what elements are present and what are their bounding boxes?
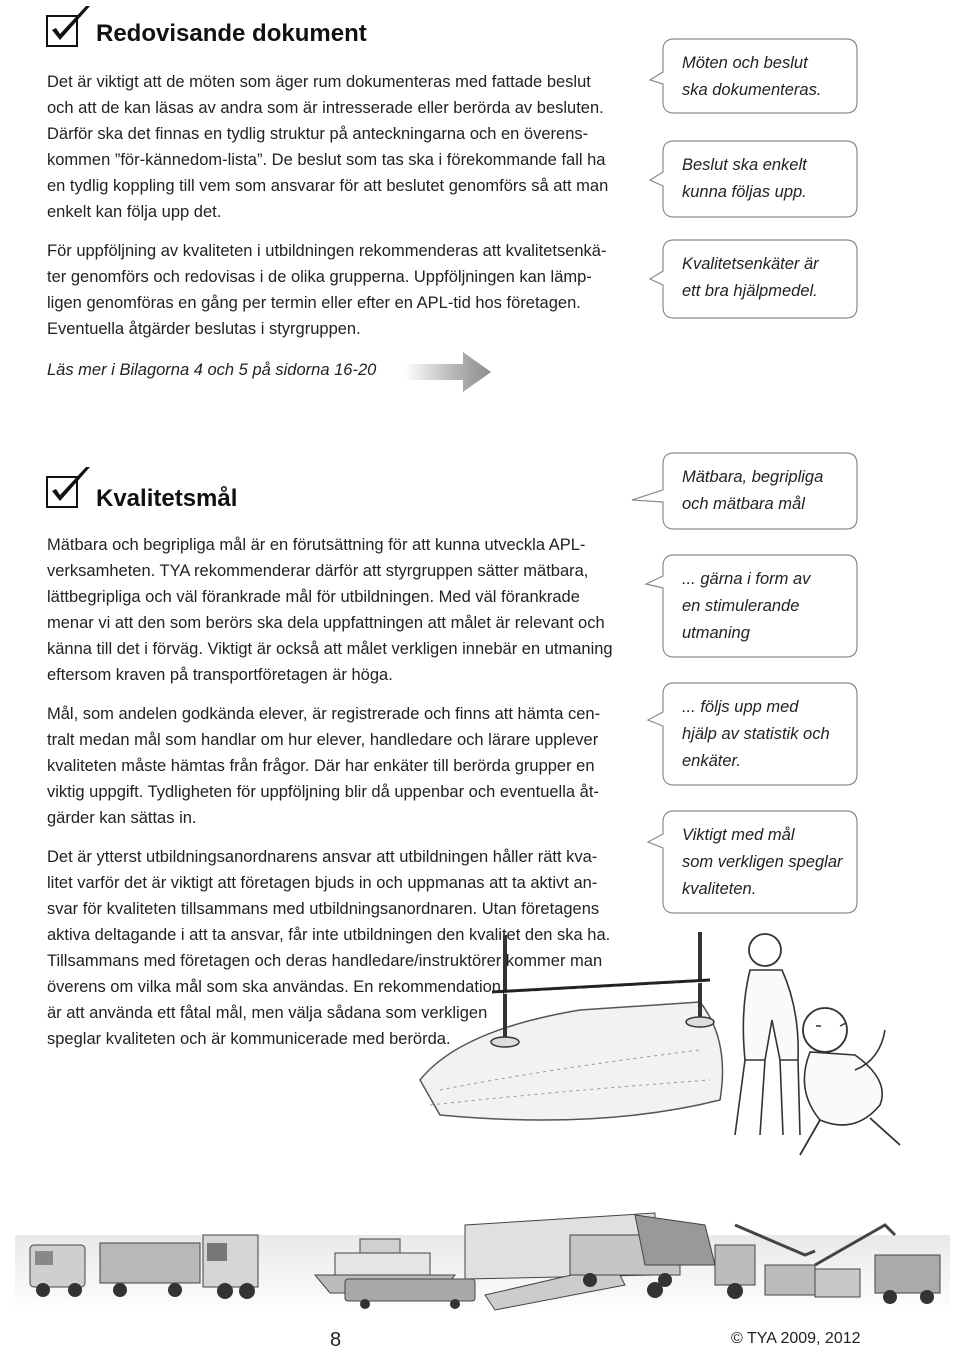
- read-more-link[interactable]: [47, 361, 376, 380]
- text-line: Tillsammans med företagen och deras handledare/instruktörer kommer man: [47, 952, 603, 970]
- bubble-line: kunna följas upp.: [682, 183, 807, 201]
- checkmark-icon: [46, 465, 94, 516]
- section-heading-kvalitetsmal: Kvalitetsmål: [96, 485, 238, 512]
- speech-bubble: [662, 140, 858, 218]
- text-line: Mätbara och begripliga mål är en förutsättning för att kunna utveckla APL-: [47, 536, 586, 554]
- section1-paragraph-1: [47, 69, 632, 225]
- text-line: speglar kvaliteten och är kommunicerade med berörda.: [47, 1030, 451, 1048]
- text-line: kvaliteten måste hämtas från frågor. Där har enkäter till berörda grupper en: [47, 757, 595, 775]
- text-line: en tydlig koppling till vem som ansvarar för att beslutet genomförs så att man: [47, 177, 609, 195]
- bubble-line: hjälp av statistik och: [682, 725, 830, 743]
- speech-bubble: [662, 239, 858, 319]
- text-line: överens om vilka mål som ska användas. En rekommendation: [47, 978, 501, 996]
- page-number: 8: [330, 1329, 342, 1351]
- high-jump-illustration: [400, 930, 920, 1175]
- bubble-line: Beslut ska enkelt: [682, 156, 807, 174]
- bubble-line: och mätbara mål: [682, 495, 805, 513]
- text-line: ligen genomföras en gång per termin eller efter en APL-tid hos företagen.: [47, 294, 581, 312]
- bubble-line: Kvalitetsenkäter är: [682, 255, 819, 273]
- bubble-line: Mätbara, begripliga: [682, 468, 824, 486]
- bubble-line: ska dokumenteras.: [682, 81, 822, 99]
- text-line: och att de kan läsas av andra som är intresserade eller berörda av besluten.: [47, 99, 604, 117]
- section1-body: [47, 69, 632, 355]
- bubble-line: enkäter.: [682, 752, 742, 770]
- text-line: Det är ytterst utbildningsanordnarens ansvar att utbildningen håller rätt kva-: [47, 848, 598, 866]
- text-line: eftersom kraven på transportföretagen är höga.: [47, 666, 393, 684]
- read-more-prefix: Läs mer i: [47, 361, 120, 379]
- text-line: är att använda ett fåtal mål, men välja sådana som verkligen: [47, 1004, 488, 1022]
- section2-paragraph-2: [47, 701, 632, 831]
- checkmark-icon: [46, 4, 94, 55]
- arrow-right-icon: [405, 350, 495, 399]
- read-more-target[interactable]: Bilagorna 4 och 5: [119, 361, 248, 379]
- text-line: kommen ”för-kännedom-lista”. De beslut som tas ska i förekommande fall ha: [47, 151, 606, 169]
- bubble-line: som verkligen speglar: [682, 853, 843, 871]
- speech-bubble: [662, 810, 858, 914]
- speech-bubble: [662, 682, 858, 786]
- text-line: ter genomförs och redovisas i de olika grupperna. Uppföljningen kan lämp-: [47, 268, 592, 286]
- read-more-suffix: på sidorna 16-20: [247, 361, 377, 379]
- text-line: viktig uppgift. Tydligheten för uppföljning blir då uppenbar och eventuella åt-: [47, 783, 599, 801]
- text-line: Eventuella åtgärder beslutas i styrgruppen.: [47, 320, 361, 338]
- bubble-line: kvaliteten.: [682, 880, 757, 898]
- speech-bubble: [662, 554, 858, 658]
- text-line: känna till det i förväg. Viktigt är också att målet verkligen innebär en utmaning: [47, 640, 613, 658]
- bubble-line: Möten och beslut: [682, 54, 808, 72]
- speech-bubble-text: [682, 50, 821, 104]
- text-line: gärder kan sättas in.: [47, 809, 197, 827]
- vehicles-illustration: [15, 1205, 950, 1320]
- text-line: Det är viktigt att de möten som äger rum dokumenteras med fattade beslut: [47, 73, 591, 91]
- bubble-line: en stimulerande: [682, 597, 800, 615]
- text-line: enkelt kan följa upp det.: [47, 203, 222, 221]
- text-line: svar för kvaliteten tillsammans med utbildningsanordnaren. Utan företagens: [47, 900, 600, 918]
- bubble-line: utmaning: [682, 624, 750, 642]
- bubble-line: Viktigt med mål: [682, 826, 795, 844]
- section2-paragraph-1: [47, 532, 632, 688]
- speech-bubble-text: [682, 566, 810, 647]
- speech-bubble-text: [682, 152, 807, 206]
- bubble-line: ... gärna i form av: [682, 570, 811, 588]
- bubble-line: ... följs upp med: [682, 698, 799, 716]
- speech-bubble: [662, 38, 858, 114]
- speech-bubble-text: [682, 251, 819, 305]
- speech-bubble: [662, 452, 858, 530]
- text-line: aktiva deltagande i att ta ansvar, får inte utbildningen den kvalitet den ska ha.: [47, 926, 611, 944]
- text-line: Mål, som andelen godkända elever, är registrerade och finns att hämta cen-: [47, 705, 601, 723]
- text-line: litet varför det är viktigt att företagen bjuds in och uppmanas att ta aktivt an-: [47, 874, 598, 892]
- text-line: För uppföljning av kvaliteten i utbildningen rekommenderas att kvalitetsenkä-: [47, 242, 607, 260]
- speech-bubble-text: [682, 464, 823, 518]
- text-line: menar vi att den som berörs ska dela uppfattningen att målet är relevant och: [47, 614, 605, 632]
- text-line: tralt medan mål som handlar om hur elever, handledare och lärare upplever: [47, 731, 599, 749]
- speech-bubble-text: [682, 822, 843, 903]
- copyright-notice: © TYA 2009, 2012: [731, 1330, 861, 1347]
- section-heading-redovisande: Redovisande dokument: [96, 20, 367, 47]
- speech-bubble-text: [682, 694, 830, 775]
- section1-paragraph-2: [47, 238, 632, 342]
- text-line: lättbegripliga och väl förankrade mål för utbildningen. Med väl förankrade: [47, 588, 580, 606]
- bubble-line: ett bra hjälpmedel.: [682, 282, 818, 300]
- text-line: Därför ska det finnas en tydlig struktur på anteckningarna och en överens-: [47, 125, 589, 143]
- text-line: verksamheten. TYA rekommenderar därför att styrgruppen sätter mätbara,: [47, 562, 589, 580]
